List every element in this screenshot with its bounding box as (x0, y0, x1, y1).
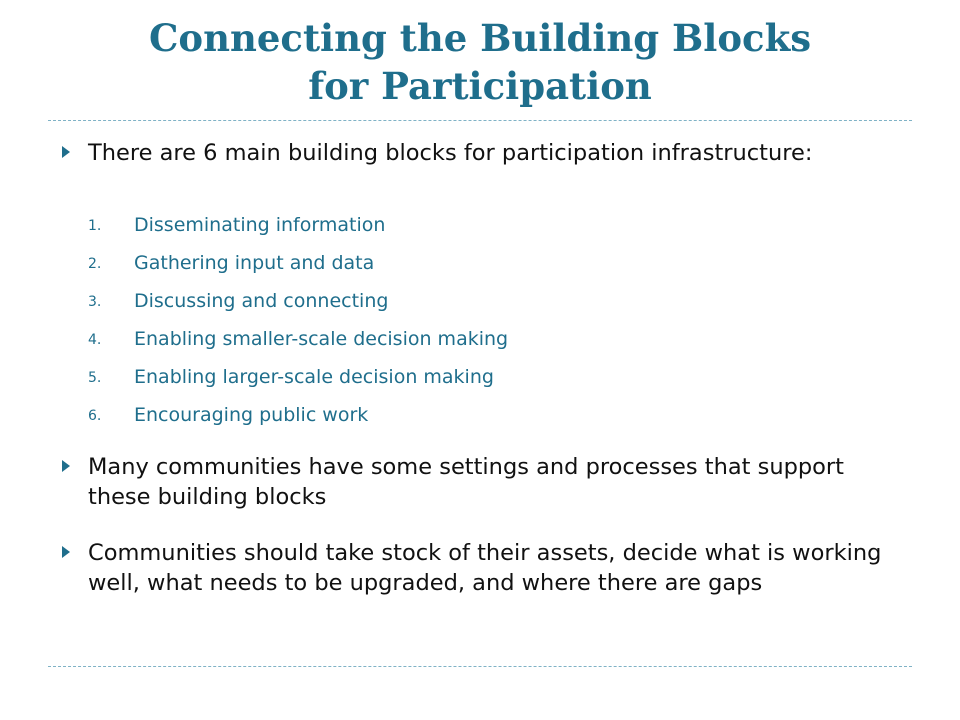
triangle-right-icon (62, 146, 70, 158)
list-item-text: Gathering input and data (134, 252, 375, 274)
list-number: 6. (88, 408, 102, 424)
list-item-text: Disseminating information (134, 214, 386, 236)
list-number: 1. (88, 218, 102, 234)
list-item-text: Enabling larger-scale decision making (134, 366, 494, 388)
list-number: 5. (88, 370, 102, 386)
triangle-right-icon (62, 460, 70, 472)
bullet-text: Communities should take stock of their assets, decide what is working well, what needs to be upgraded, and where there are gaps (88, 540, 882, 596)
bullet-item (62, 538, 912, 598)
bullet-item (62, 452, 912, 512)
bullet-item (62, 138, 912, 168)
list-item (88, 208, 888, 246)
list-item (88, 322, 888, 360)
triangle-right-icon (62, 546, 70, 558)
building-blocks-list (88, 208, 888, 436)
top-divider (48, 120, 912, 121)
bullet-text: Many communities have some settings and processes that support these building blocks (88, 454, 844, 510)
list-item (88, 246, 888, 284)
slide-title (0, 14, 960, 110)
list-item (88, 284, 888, 322)
list-item (88, 360, 888, 398)
list-item-text: Enabling smaller-scale decision making (134, 328, 509, 350)
list-item-text: Encouraging public work (134, 404, 369, 426)
title-line-1: Connecting the Building Blocks (148, 16, 812, 60)
bullet-text: There are 6 main building blocks for participation infrastructure: (88, 140, 813, 166)
bottom-divider (48, 666, 912, 667)
title-line-2: for Participation (308, 64, 652, 108)
list-number: 3. (88, 294, 102, 310)
list-number: 4. (88, 332, 102, 348)
list-item-text: Discussing and connecting (134, 290, 389, 312)
list-number: 2. (88, 256, 102, 272)
list-item (88, 398, 888, 436)
